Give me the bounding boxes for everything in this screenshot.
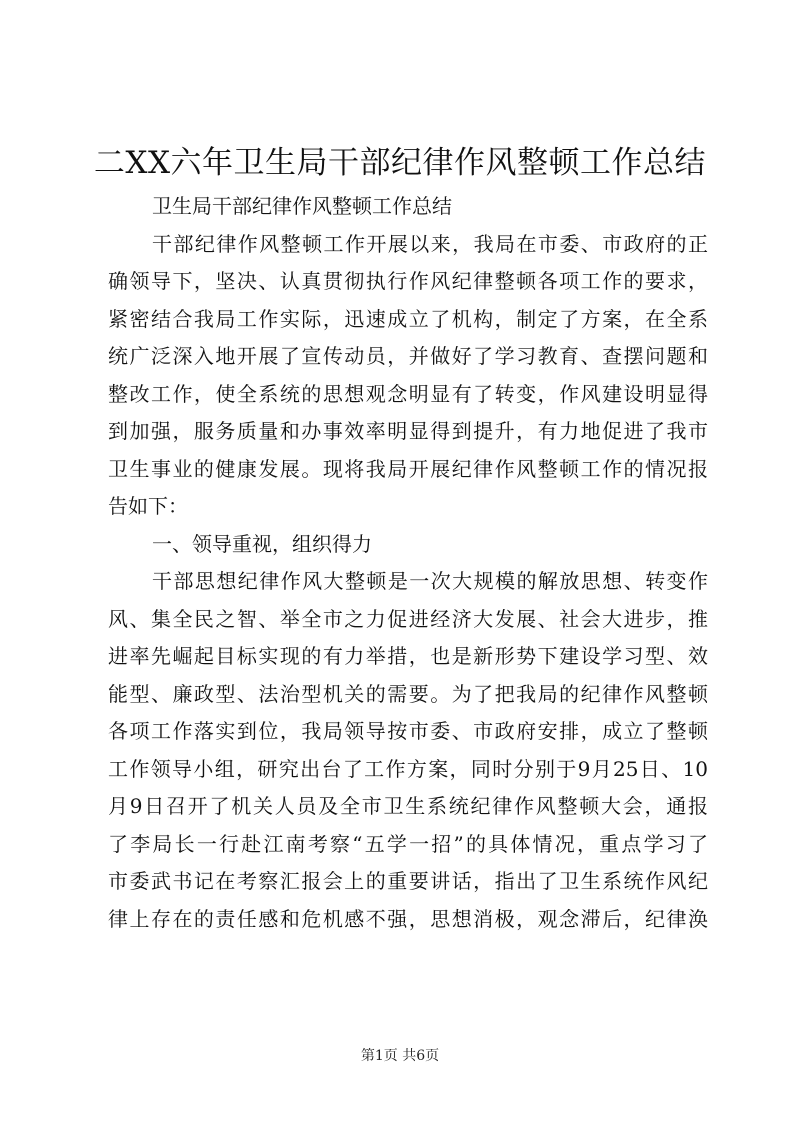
document-title: 二XX六年卫生局干部纪律作风整顿工作总结 <box>93 145 707 181</box>
section-heading: 一、领导重视，组织得力 <box>152 531 372 556</box>
paragraph-line: 卫生事业的健康发展。现将我局开展纪律作风整顿工作的情况报 <box>108 456 708 481</box>
paragraph-line: 能型、廉政型、法治型机关的需要。为了把我局的纪律作风整顿 <box>108 681 708 706</box>
paragraph-line: 月9日召开了机关人员及全市卫生系统纪律作风整顿大会，通报 <box>108 794 708 818</box>
paragraph-line: 紧密结合我局工作实际，迅速成立了机构，制定了方案，在全系 <box>108 306 708 331</box>
paragraph-line: 确领导下，坚决、认真贯彻执行作风纪律整顿各项工作的要求， <box>108 269 708 293</box>
paragraph-line: 进率先崛起目标实现的有力举措，也是新形势下建设学习型、效 <box>108 644 708 668</box>
paragraph-line: 律上存在的责任感和危机感不强，思想消极，观念滞后，纪律涣 <box>108 906 708 931</box>
paragraph-line: 了李局长一行赴江南考察“五学一招”的具体情况，重点学习了 <box>108 831 708 856</box>
paragraph-line: 统广泛深入地开展了宣传动员，并做好了学习教育、查摆问题和 <box>108 344 708 368</box>
paragraph-line: 干部思想纪律作风大整顿是一次大规模的解放思想、转变作 <box>152 569 708 593</box>
paragraph-line: 告如下： <box>108 494 188 518</box>
paragraph-line: 风、集全民之智、举全市之力促进经济大发展、社会大进步，推 <box>108 606 708 631</box>
subtitle-line: 卫生局干部纪律作风整顿工作总结 <box>152 194 452 218</box>
paragraph-line: 市委武书记在考察汇报会上的重要讲话，指出了卫生系统作风纪 <box>108 869 708 893</box>
paragraph-line: 干部纪律作风整顿工作开展以来，我局在市委、市政府的正 <box>152 231 708 256</box>
paragraph-line: 工作领导小组，研究出台了工作方案，同时分别于9月25日、10 <box>108 756 708 781</box>
page-number-footer: 第1页 共6页 <box>360 1048 440 1064</box>
paragraph-line: 到加强，服务质量和办事效率明显得到提升，有力地促进了我市 <box>108 419 708 443</box>
paragraph-line: 整改工作，使全系统的思想观念明显有了转变，作风建设明显得 <box>108 381 708 406</box>
document-body <box>108 188 708 938</box>
paragraph-line: 各项工作落实到位，我局领导按市委、市政府安排，成立了整顿 <box>108 719 708 743</box>
